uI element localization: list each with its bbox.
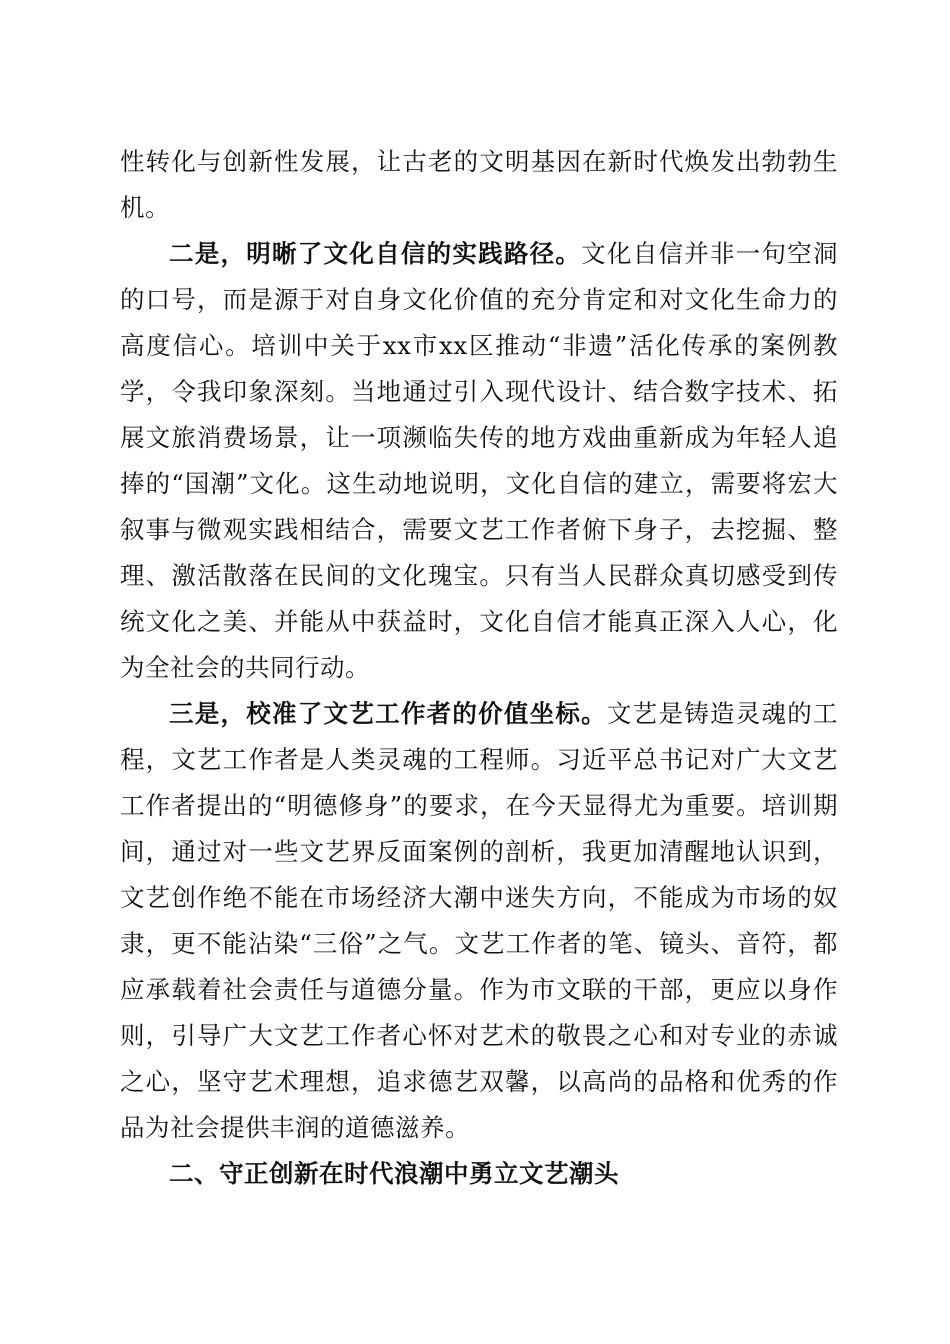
section-heading: 二、守正创新在时代浪潮中勇立文艺潮头 (169, 1159, 619, 1188)
document-body (120, 139, 838, 1197)
paragraph-text: 文艺是铸造灵魂的工程，文艺工作者是人类灵魂的工程师。习近平总书记对广大文艺工作者提出的“明德修身”的要求，在今天显得尤为重要。培训期间，通过对一些文艺界反面案例的剖析，我更加清醒地认识到，文艺创作绝不能在市场经济大潮中迷失方向，不能成为市场的奴隶，更不能沾染“三俗”之气。文艺工作者的笔、镜头、音符，都应承载着社会责任与道德分量。作为市文联的干部，更应以身作则，引导广大文艺工作者心怀对艺术的敬畏之心和对专业的赤诚之心，坚守艺术理想，追求德艺双馨，以高尚的品格和优秀的作品为社会提供丰润的道德滋养。 (120, 699, 839, 1142)
paragraph-lead: 三是，校准了文艺工作者的价值坐标。 (169, 699, 607, 728)
paragraph-lead: 二是，明晰了文化自信的实践路径。 (169, 239, 582, 268)
paragraph-text: 文化自信并非一句空洞的口号，而是源于对自身文化价值的充分肯定和对文化生命力的高度信心。培训中关于xx市xx区推动“非遗”活化传承的案例教学，令我印象深刻。当地通过引入现代设计、结合数字技术、拓展文旅消费场景，让一项濒临失传的地方戏曲重新成为年轻人追捧的“国潮”文化。这生动地说明，文化自信的建立，需要将宏大叙事与微观实践相结合，需要文艺工作者俯下身子，去挖掘、整理、激活散落在民间的文化瑰宝。只有当人民群众真切感受到传统文化之美、并能从中获益时，文化自信才能真正深入人心，化为全社会的共同行动。 (120, 239, 839, 682)
continuation-paragraph: 性转化与创新性发展，让古老的文明基因在新时代焕发出勃勃生机。 (120, 147, 838, 222)
paragraph-cultural-confidence (120, 231, 838, 691)
paragraph-value-coordinates (120, 691, 838, 1151)
